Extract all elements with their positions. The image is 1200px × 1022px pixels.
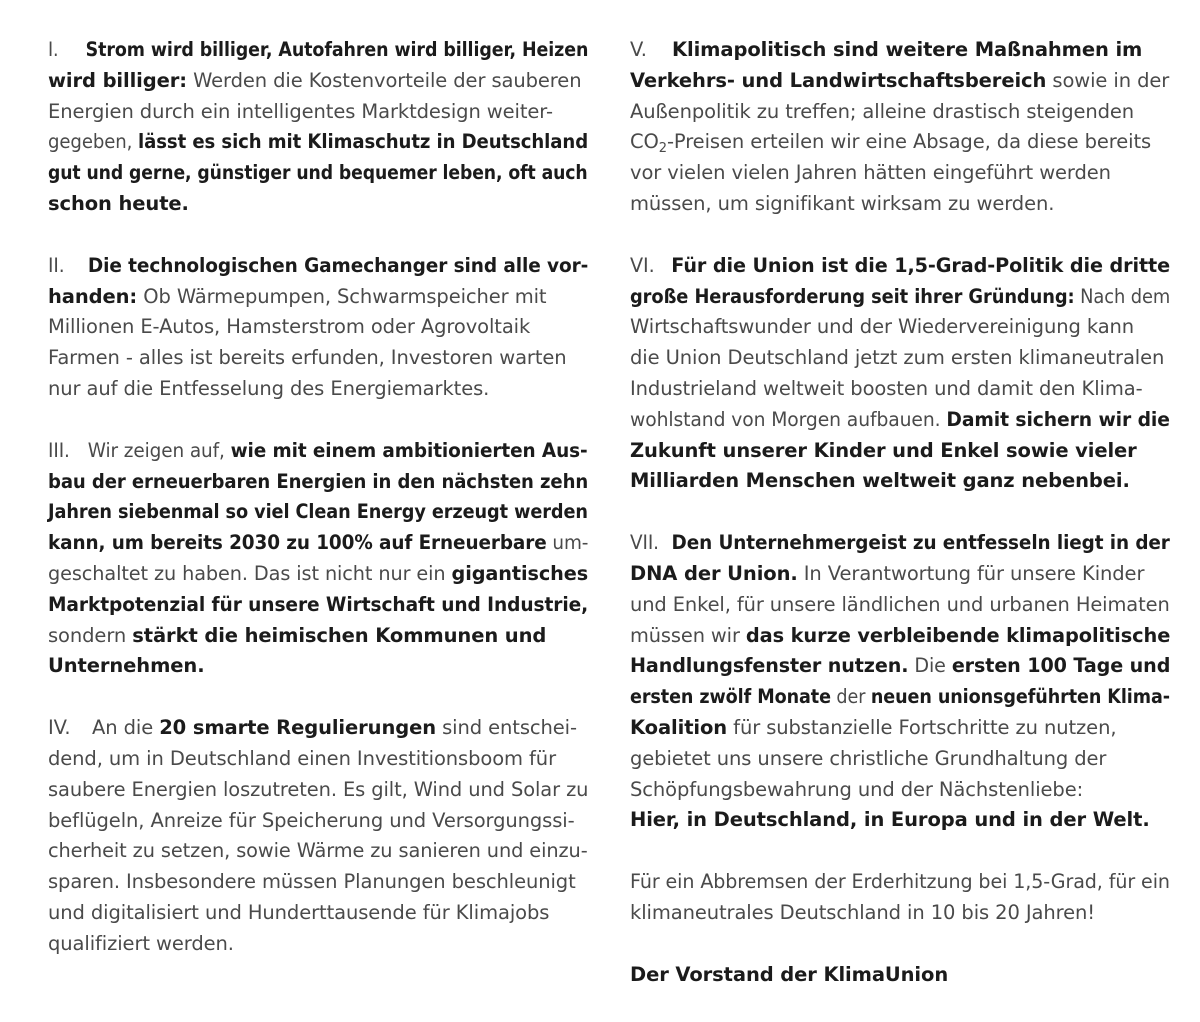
body-text: Schöpfungsbewahrung und der Nächstenliebe: xyxy=(630,777,1084,801)
body-text: um- xyxy=(546,531,589,555)
bold-text: Koalition xyxy=(630,715,728,739)
paragraph-v xyxy=(630,35,1170,220)
paragraph-iii xyxy=(48,436,588,682)
bold-text: Klimapolitisch sind weitere Maßnahmen im xyxy=(672,38,1143,61)
bold-text: Zukunft unserer Kinder und Enkel sowie vieler xyxy=(630,438,1137,462)
body-text: gegeben, xyxy=(48,130,138,154)
bold-text: das kurze verbleibende klimapolitische xyxy=(745,623,1171,647)
body-text: Wir zeigen auf, xyxy=(87,438,231,462)
body-text: klimaneutrales Deutschland in 10 bis 20 Jahren! xyxy=(630,900,1096,924)
bold-text: schon heute. xyxy=(48,191,189,215)
bold-text: Den Unternehmergeist zu entfesseln liegt in der xyxy=(671,531,1170,555)
body-text: Werden die Kostenvorteile der sauberen xyxy=(186,68,582,92)
body-text: qualifiziert werden. xyxy=(48,931,234,955)
body-text: vor vielen vielen Jahren hätten eingeführt werden xyxy=(630,161,1111,185)
bold-text: ersten zwölf Monate xyxy=(630,685,831,709)
body-text: Die xyxy=(908,654,952,678)
bold-text: Verkehrs- und Landwirtschaftsbereich xyxy=(630,68,1047,92)
paragraph-i xyxy=(48,35,588,220)
bold-text: Jahren siebenmal so viel Clean Energy erzeugt werden xyxy=(48,500,588,524)
bold-text: neuen unionsgeführten Klima- xyxy=(870,685,1170,709)
bold-text: kann, um bereits 2030 zu 100% auf Erneuerbare xyxy=(48,531,547,555)
body-text: geschaltet zu haben. Das ist nicht nur ein xyxy=(48,561,452,585)
body-text: und Enkel, für unsere ländlichen und urbanen Heimaten xyxy=(630,592,1170,616)
body-text: Millionen E-Autos, Hamsterstrom oder Agrovoltaik xyxy=(48,315,531,339)
paragraph-number: VII. xyxy=(630,531,659,555)
bold-text: Marktpotenzial für unsere Wirtschaft und Industrie, xyxy=(48,592,589,616)
bold-text: Hier, in Deutschland, in Europa und in der Welt. xyxy=(630,808,1150,832)
bold-text: große Herausforderung seit ihrer Gründung: xyxy=(630,284,1075,308)
body-text: saubere Energien loszutreten. Es gilt, Wind und Solar zu xyxy=(48,777,589,801)
body-text: für substanzielle Fortschritte zu nutzen, xyxy=(727,715,1117,739)
bold-text: Für die Union ist die 1,5-Grad-Politik die dritte xyxy=(671,253,1170,277)
bold-text: Damit sichern wir die xyxy=(946,407,1170,431)
body-text: und digitalisiert und Hunderttausende für Klimajobs xyxy=(48,900,550,924)
co2-text: CO xyxy=(630,130,659,154)
body-text: sondern xyxy=(48,623,133,647)
paragraph-vi xyxy=(630,251,1170,497)
signature: Der Vorstand der KlimaUnion xyxy=(630,962,949,986)
bold-text: Unternehmen. xyxy=(48,654,205,678)
paragraph-number: I. xyxy=(48,38,59,61)
paragraph-number: IV. xyxy=(48,716,71,740)
body-text: An die xyxy=(92,716,160,740)
bold-text: bau der erneuerbaren Energien in den nächsten zehn xyxy=(48,469,589,493)
bold-text: lässt es sich mit Klimaschutz in Deutschland xyxy=(137,130,589,154)
body-text: Industrieland weltweit boosten und damit den Klima- xyxy=(630,376,1143,400)
bold-text: handen: xyxy=(48,284,138,308)
bold-text: ersten 100 Tage und xyxy=(951,654,1171,678)
body-text: sparen. Insbesondere müssen Planungen beschleunigt xyxy=(48,870,576,894)
left-column xyxy=(48,35,588,991)
body-text: beflügeln, Anreize für Speicherung und Versorgungssi- xyxy=(48,808,575,832)
body-text: der xyxy=(830,685,871,709)
body-text: Für ein Abbremsen der Erderhitzung bei 1,5-Grad, für ein xyxy=(630,870,1170,894)
body-text: müssen wir xyxy=(630,623,746,647)
paragraph-number: II. xyxy=(48,253,65,277)
bold-text: Milliarden Menschen weltweit ganz nebenbei. xyxy=(630,469,1130,493)
bold-text: wie mit einem ambitionierten Aus- xyxy=(230,438,588,462)
bold-text: Strom wird billiger, Autofahren wird billiger, Heizen xyxy=(85,38,589,61)
bold-text: 20 smarte Regulierungen xyxy=(159,716,436,740)
body-text: gebietet uns unsere christliche Grundhaltung der xyxy=(630,746,1107,770)
paragraph-ii xyxy=(48,251,588,405)
body-text: sowie in der xyxy=(1046,68,1170,92)
subscript-two: 2 xyxy=(658,141,667,157)
bold-text: Handlungsfenster nutzen. xyxy=(630,654,909,678)
bold-text: gut und gerne, günstiger und bequemer leben, oft auch xyxy=(48,161,588,185)
bold-text: wird billiger: xyxy=(48,68,187,92)
right-column xyxy=(630,35,1170,1022)
paragraph-number: III. xyxy=(48,438,70,462)
body-text: -Preisen erteilen wir eine Absage, da diese bereits xyxy=(666,130,1152,154)
closing-statement xyxy=(630,867,1170,929)
body-text: In Verantwortung für unsere Kinder xyxy=(797,561,1145,585)
paragraph-vii xyxy=(630,528,1170,836)
bold-text: Die technologischen Gamechanger sind alle vor- xyxy=(87,253,589,277)
body-text: die Union Deutschland jetzt zum ersten klimaneutralen xyxy=(630,346,1165,370)
paragraph-number: V. xyxy=(630,38,647,61)
body-text: wohlstand von Morgen aufbauen. xyxy=(630,407,947,431)
paragraph-number: VI. xyxy=(630,253,655,277)
body-text: Nach dem xyxy=(1074,284,1171,308)
body-text: müssen, um signifikant wirksam zu werden. xyxy=(630,191,1055,215)
body-text: nur auf die Entfesselung des Energiemarktes. xyxy=(48,376,490,400)
bold-text: stärkt die heimischen Kommunen und xyxy=(132,623,547,647)
paragraph-iv xyxy=(48,713,588,959)
body-text: cherheit zu setzen, sowie Wärme zu sanieren und einzu- xyxy=(48,839,588,863)
body-text: Außenpolitik zu treffen; alleine drastisch steigenden xyxy=(630,99,1135,123)
body-text: Wirtschaftswunder und der Wiedervereinigung kann xyxy=(630,315,1135,339)
bold-text: DNA der Union. xyxy=(630,561,798,585)
body-text: sind entschei- xyxy=(436,716,577,740)
body-text: Farmen - alles ist bereits erfunden, Investoren warten xyxy=(48,346,567,370)
body-text: Energien durch ein intelligentes Marktdesign weiter- xyxy=(48,99,553,123)
body-text: dend, um in Deutschland einen Investitionsboom für xyxy=(48,746,556,770)
body-text: Ob Wärmepumpen, Schwarmspeicher mit xyxy=(137,284,547,308)
bold-text: gigantisches xyxy=(451,561,589,585)
